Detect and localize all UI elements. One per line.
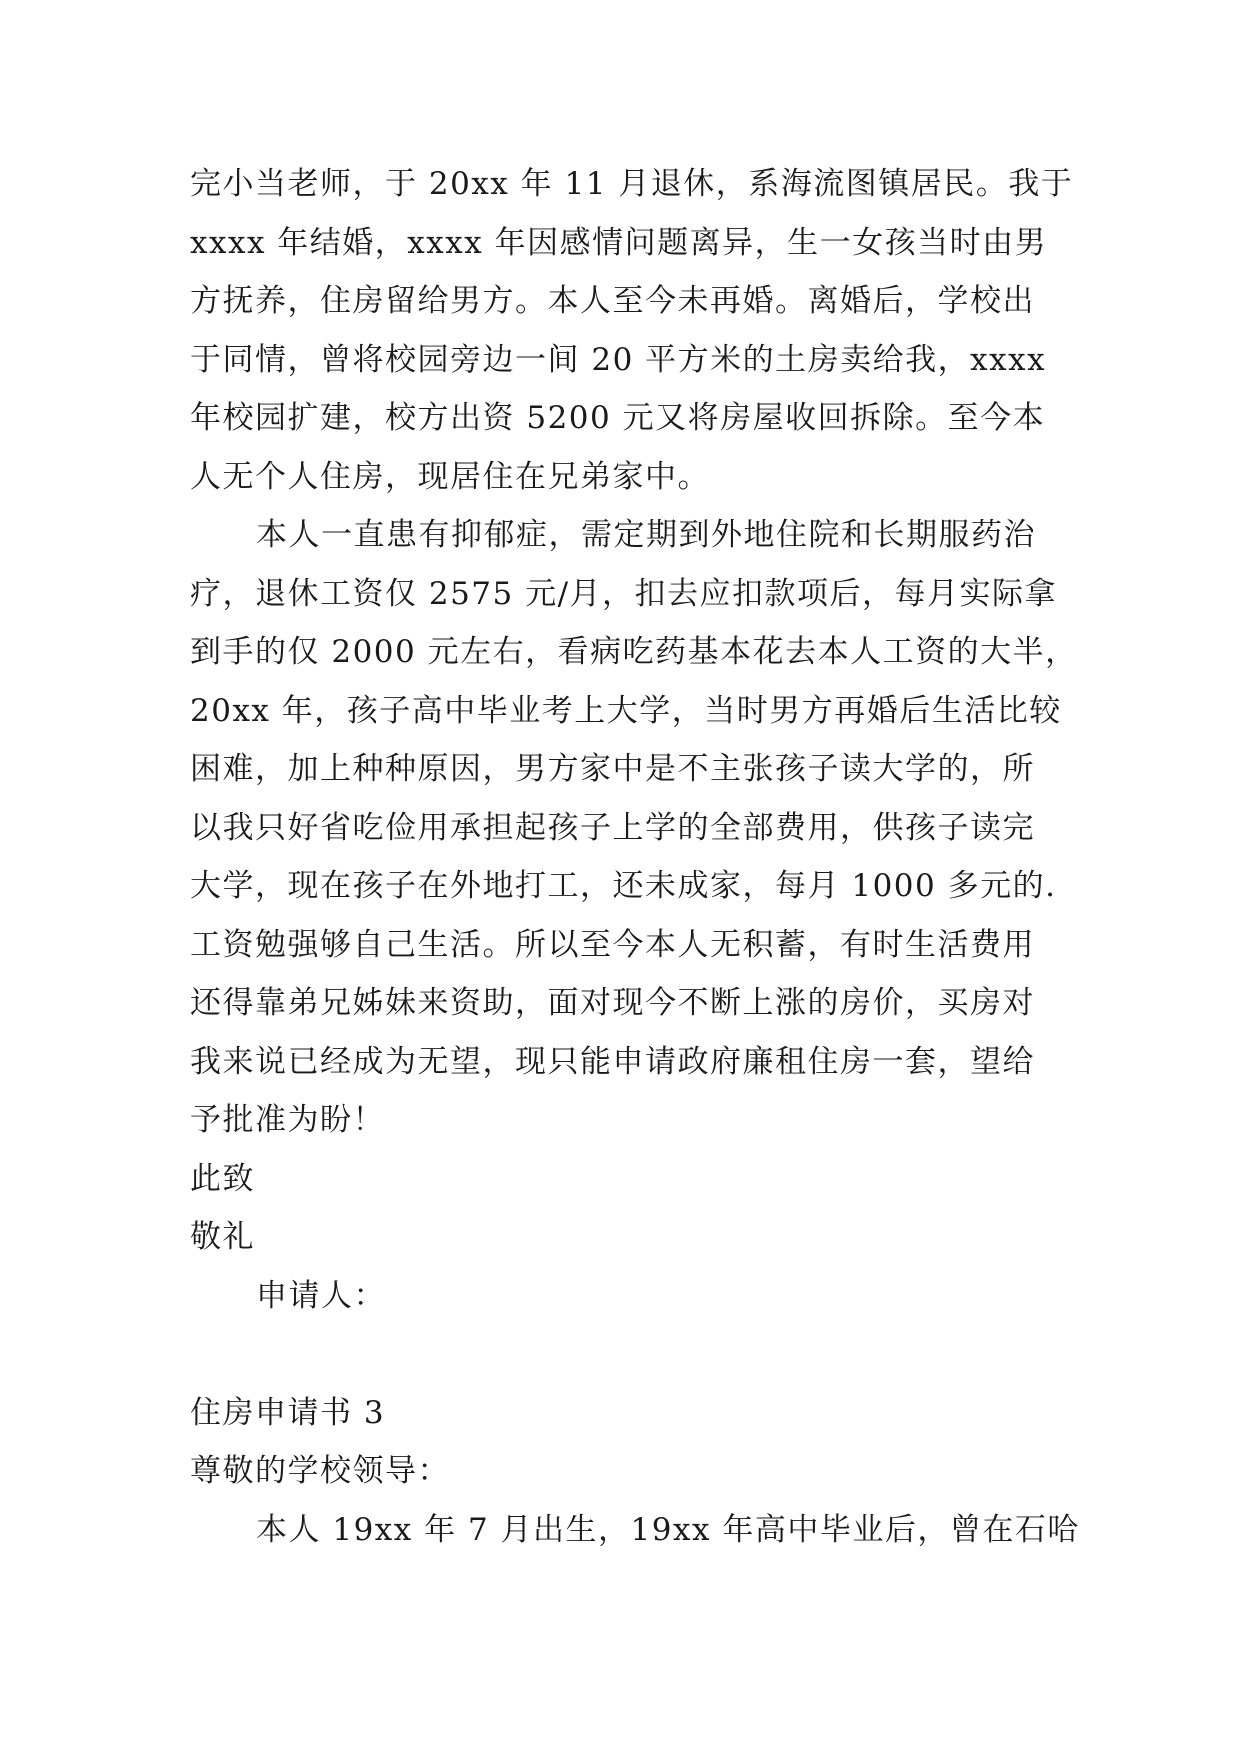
paragraph-line: 还得靠弟兄姊妹来资助，面对现今不断上涨的房价，买房对: [190, 985, 1035, 1021]
section-title: 住房申请书 3: [190, 1394, 386, 1431]
blank-line: [190, 1325, 1060, 1384]
paragraph-line: xxxx 年结婚，xxxx 年因感情问题离异，生一女孩当时由男: [190, 224, 1048, 261]
paragraph-line: 人无个人住房，现居住在兄弟家中。: [190, 458, 710, 495]
paragraph-line: 工资勉强够自己生活。所以至今本人无积蓄，有时生活费用: [190, 926, 1035, 963]
paragraph-line: 方抚养，住房留给男方。本人至今未再婚。离婚后，学校出: [190, 283, 1035, 319]
paragraph-line: 年校园扩建，校方出资 5200 元又将房屋收回拆除。至今本: [190, 400, 1046, 436]
paragraph-line: 本人一直患有抑郁症，需定期到外地住院和长期服药治: [256, 517, 1036, 553]
closing-jingli: 敬礼: [190, 1219, 255, 1255]
paragraph-line: 于同情，曾将校园旁边一间 20 平方米的土房卖给我，xxxx: [190, 341, 1047, 378]
paragraph-line: 困难，加上种种原因，男方家中是不主张孩子读大学的，所: [190, 751, 1035, 787]
applicant-label: 申请人：: [256, 1277, 386, 1314]
paragraph-line: 以我只好省吃俭用承担起孩子上学的全部费用，供孩子读完: [190, 809, 1035, 846]
paragraph-line: 本人 19xx 年 7 月出生，19xx 年高中毕业后，曾在石哈: [256, 1511, 1080, 1548]
salutation: 尊敬的学校领导：: [190, 1453, 450, 1489]
paragraph-line: 我来说已经成为无望，现只能申请政府廉租住房一套，望给: [190, 1043, 1035, 1080]
paragraph-line: 大学，现在孩子在外地打工，还未成家，每月 1000 多元的.: [190, 868, 1057, 904]
document-page: [190, 155, 1080, 1559]
paragraph-line: 疗，退休工资仅 2575 元/月，扣去应扣款项后，每月实际拿: [190, 575, 1058, 612]
paragraph-line: 到手的仅 2000 元左右，看病吃药基本花去本人工资的大半，: [190, 634, 1078, 670]
paragraph-line: 完小当老师，于 20xx 年 11 月退休，系海流图镇居民。我于: [190, 166, 1074, 202]
paragraph-line: 20xx 年，孩子高中毕业考上大学，当时男方再婚后生活比较: [190, 692, 1062, 729]
paragraph-line: 予批准为盼！: [190, 1102, 385, 1138]
closing-cizhi: 此致: [190, 1160, 255, 1197]
